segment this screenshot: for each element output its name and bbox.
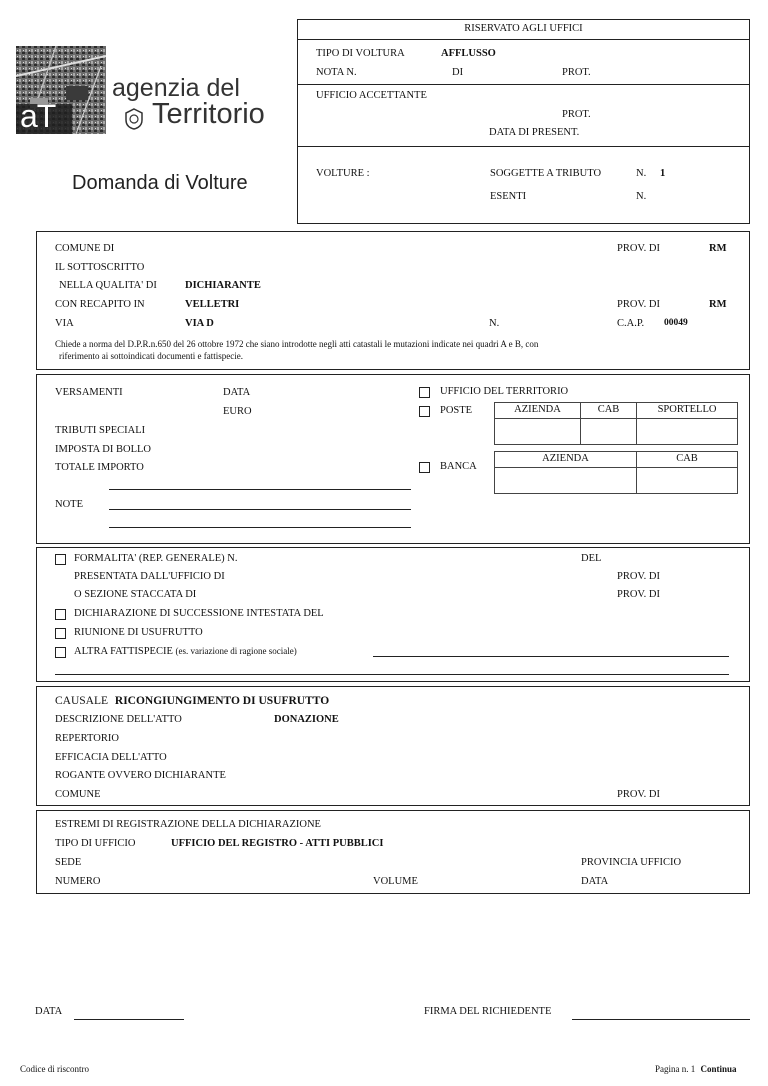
- recapito-prov-label: PROV. DI: [617, 299, 660, 310]
- tipo-voltura-label: TIPO DI VOLTURA: [316, 48, 405, 59]
- firma-label: FIRMA DEL RICHIEDENTE: [424, 1006, 552, 1017]
- versamenti-label: VERSAMENTI: [55, 387, 123, 398]
- nota-di-label: DI: [452, 67, 464, 78]
- nota-prot-label: PROT.: [562, 67, 591, 78]
- banca-col-cab: CAB: [676, 453, 698, 464]
- office-reserved-box: [297, 19, 750, 224]
- rogante-label: ROGANTE OVVERO DICHIARANTE: [55, 770, 226, 781]
- poste-cab-cell[interactable]: [580, 418, 637, 445]
- qualita-label: NELLA QUALITA' DI: [59, 280, 157, 291]
- agency-logo: [16, 46, 106, 134]
- deed-comune-label: COMUNE: [55, 789, 101, 800]
- ufficio-territorio-checkbox[interactable]: [419, 387, 430, 398]
- civic-n-label: N.: [489, 318, 500, 329]
- logo-emblem-icon: [124, 108, 144, 133]
- efficacia-label: EFFICACIA DELL'ATTO: [55, 752, 167, 763]
- descrizione-label: DESCRIZIONE DELL'ATTO: [55, 714, 182, 725]
- provincia-ufficio-label: PROVINCIA UFFICIO: [581, 857, 682, 868]
- causale-value: RICONGIUNGIMENTO DI USUFRUTTO: [114, 695, 330, 707]
- payments-box: [36, 374, 750, 544]
- banca-label: BANCA: [440, 461, 477, 472]
- poste-azienda-cell[interactable]: [494, 418, 581, 445]
- form-title: Domanda di Volture: [72, 172, 248, 194]
- formalita-label: FORMALITA' (REP. GENERALE) N.: [74, 553, 238, 564]
- nota-label: NOTA N.: [316, 67, 357, 78]
- tipo-ufficio-value: UFFICIO DEL REGISTRO - ATTI PUBBLICI: [171, 838, 384, 849]
- codice-riscontro-label: Codice di riscontro: [20, 1064, 89, 1074]
- totale-label: TOTALE IMPORTO: [55, 462, 144, 473]
- ufficio-prot-label: PROT.: [562, 109, 591, 120]
- altra-fattispecie-checkbox[interactable]: [55, 647, 66, 658]
- continua-text: Continua: [700, 1064, 737, 1074]
- via-value: VIA D: [185, 318, 214, 329]
- cap-label: C.A.P.: [617, 318, 645, 329]
- causale-label: [55, 695, 329, 707]
- footer-data-label: DATA: [35, 1006, 63, 1017]
- bollo-label: IMPOSTA DI BOLLO: [55, 444, 151, 455]
- descrizione-value: DONAZIONE: [274, 714, 339, 725]
- poste-label: POSTE: [440, 405, 473, 416]
- numero-label: NUMERO: [55, 876, 101, 887]
- causale-text: CAUSALE: [55, 695, 109, 707]
- ufficio-territorio-label: UFFICIO DEL TERRITORIO: [440, 386, 569, 397]
- esenti-label: ESENTI: [490, 191, 527, 202]
- registration-data-label: DATA: [581, 876, 609, 887]
- formality-box: [36, 547, 750, 682]
- note-label: NOTE: [55, 499, 83, 510]
- applicant-box: [36, 231, 750, 370]
- logo-mark: aT: [20, 98, 56, 134]
- request-text-line1: Chiede a norma del D.P.R.n.650 del 26 ottobre 1972 che siano introdotte negli atti catastali le mutazioni indicate nei quadri A e B, con: [55, 339, 539, 349]
- presentata-prov-label: PROV. DI: [617, 571, 660, 582]
- formalita-del-label: DEL: [581, 553, 602, 564]
- soggette-n-label: N.: [636, 168, 647, 179]
- page-number-label: [655, 1064, 737, 1074]
- repertorio-label: REPERTORIO: [55, 733, 119, 744]
- banca-checkbox[interactable]: [419, 462, 430, 473]
- dichiarazione-label: DICHIARAZIONE DI SUCCESSIONE INTESTATA DEL: [74, 608, 324, 619]
- soggette-n-value: 1: [660, 168, 666, 179]
- sezione-label: O SEZIONE STACCATA DI: [74, 589, 197, 600]
- registration-box: [36, 810, 750, 894]
- formalita-checkbox[interactable]: [55, 554, 66, 565]
- footer-data-line[interactable]: [74, 1019, 184, 1020]
- versamenti-euro-label: EURO: [223, 406, 252, 417]
- logo-line1: agenzia del: [112, 74, 240, 102]
- banca-azienda-cell[interactable]: [494, 467, 637, 494]
- deed-prov-label: PROV. DI: [617, 789, 660, 800]
- volume-label: VOLUME: [373, 876, 418, 887]
- altra-fattispecie-note: (es. variazione di ragione sociale): [175, 646, 297, 656]
- comune-label: COMUNE DI: [55, 243, 115, 254]
- sottoscritto-label: IL SOTTOSCRITTO: [55, 262, 145, 273]
- estremi-label: ESTREMI DI REGISTRAZIONE DELLA DICHIARAZIONE: [55, 819, 321, 830]
- tipo-ufficio-label: TIPO DI UFFICIO: [55, 838, 136, 849]
- altra-fattispecie-label: [74, 646, 297, 657]
- comune-prov-label: PROV. DI: [617, 243, 660, 254]
- recapito-prov-value: RM: [709, 299, 727, 310]
- poste-col-sportello: SPORTELLO: [657, 404, 717, 415]
- office-header: RISERVATO AGLI UFFICI: [464, 23, 583, 34]
- cap-value: 00049: [664, 318, 688, 328]
- esenti-n-label: N.: [636, 191, 647, 202]
- soggette-label: SOGGETTE A TRIBUTO: [490, 168, 602, 179]
- riunione-checkbox[interactable]: [55, 628, 66, 639]
- dichiarazione-checkbox[interactable]: [55, 609, 66, 620]
- sezione-prov-label: PROV. DI: [617, 589, 660, 600]
- comune-prov-value: RM: [709, 243, 727, 254]
- logo-line2: Territorio: [152, 98, 265, 130]
- request-text-line2: riferimento ai sottoindicati documenti e fattispecie.: [59, 351, 243, 361]
- tipo-voltura-value: AFFLUSSO: [441, 48, 496, 59]
- banca-cab-cell[interactable]: [636, 467, 738, 494]
- poste-col-cab: CAB: [597, 404, 620, 415]
- ufficio-accettante-label: UFFICIO ACCETTANTE: [316, 90, 427, 101]
- volture-label: VOLTURE :: [316, 168, 370, 179]
- data-present-label: DATA DI PRESENT.: [489, 127, 580, 138]
- firma-line[interactable]: [572, 1019, 750, 1020]
- altra-fattispecie-text: ALTRA FATTISPECIE: [74, 646, 173, 657]
- poste-sportello-cell[interactable]: [636, 418, 738, 445]
- tributi-label: TRIBUTI SPECIALI: [55, 425, 146, 436]
- qualita-value: DICHIARANTE: [185, 280, 261, 291]
- recapito-label: CON RECAPITO IN: [55, 299, 145, 310]
- via-label: VIA: [55, 318, 74, 329]
- poste-checkbox[interactable]: [419, 406, 430, 417]
- pagina-text: Pagina n. 1: [655, 1064, 696, 1074]
- deed-box: [36, 686, 750, 806]
- poste-col-azienda: AZIENDA: [514, 404, 561, 415]
- versamenti-data-label: DATA: [223, 387, 251, 398]
- banca-col-azienda: AZIENDA: [542, 453, 589, 464]
- recapito-value: VELLETRI: [185, 299, 240, 310]
- riunione-label: RIUNIONE DI USUFRUTTO: [74, 627, 203, 638]
- sede-label: SEDE: [55, 857, 82, 868]
- presentata-label: PRESENTATA DALL'UFFICIO DI: [74, 571, 225, 582]
